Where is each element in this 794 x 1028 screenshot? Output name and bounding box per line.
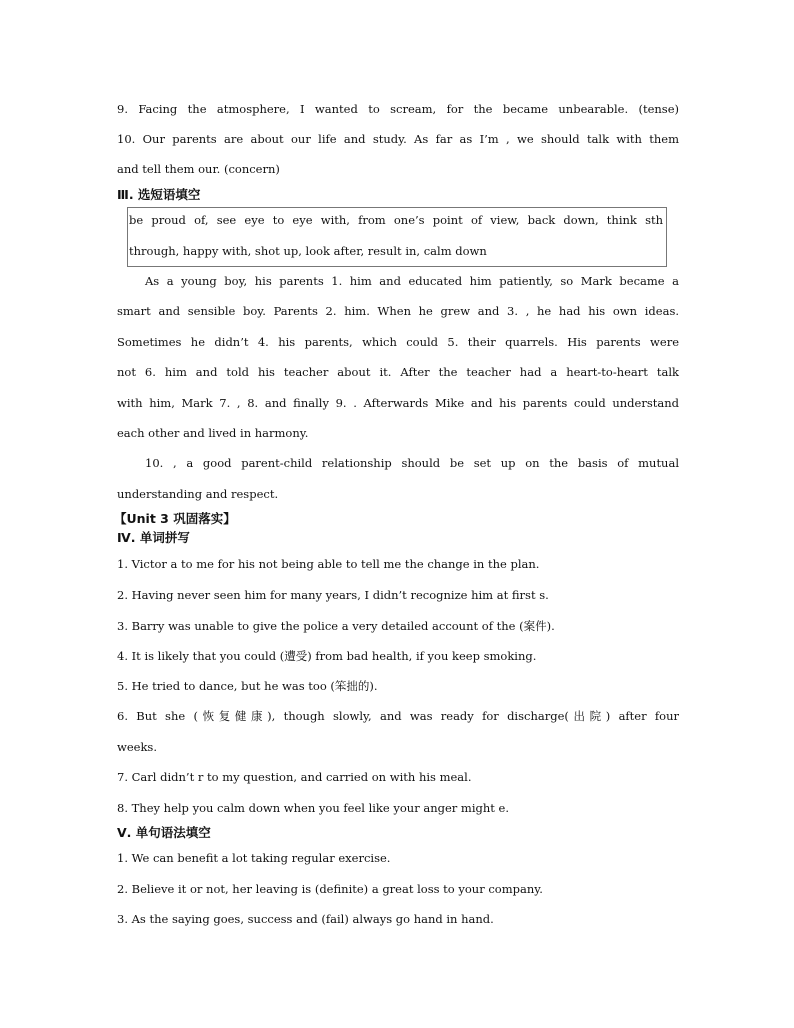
exercise-line-10-cont: and tell them our. (concern) [117,162,280,176]
exercise-line-10: 10. Our parents are about our life and study. As far as I’m , we should talk with them [117,132,679,146]
phrase-box-line-1: be proud of, see eye to eye with, from one’s point of view, back down, think sth [129,213,663,227]
passage-line-6: each other and lived in harmony. [117,426,309,440]
phrase-box [127,207,667,267]
passage-line-4: not 6. him and told his teacher about it. After the teacher had a heart-to-heart talk [117,365,679,379]
unit-3-title: 【Unit 3 巩固落实】 [114,511,236,526]
grammar-item-3: 3. As the saying goes, success and (fail) always go hand in hand. [117,912,494,926]
spelling-item-6-cont: weeks. [117,740,157,754]
spelling-item-6: 6. But she (恢复健康), though slowly, and was ready for discharge(出院) after four [117,709,679,723]
passage-line-2: smart and sensible boy. Parents 2. him. When he grew and 3. , he had his own ideas. [117,304,679,318]
grammar-item-1: 1. We can benefit a lot taking regular exercise. [117,851,391,865]
passage-line-3: Sometimes he didn’t 4. his parents, which could 5. their quarrels. His parents were [117,335,679,349]
phrase-box-line-2: through, happy with, shot up, look after, result in, calm down [129,244,487,258]
passage-line-1: As a young boy, his parents 1. him and educated him patiently, so Mark became a [145,274,679,288]
spelling-item-5: 5. He tried to dance, but he was too (笨拙的). [117,679,378,693]
passage-line-8: understanding and respect. [117,487,279,501]
spelling-item-4: 4. It is likely that you could (遭受) from bad health, if you keep smoking. [117,649,537,663]
exercise-line-9: 9. Facing the atmosphere, I wanted to scream, for the became unbearable. (tense) [117,102,679,116]
spelling-item-1: 1. Victor a to me for his not being able to tell me the change in the plan. [117,557,540,571]
section-5-heading: Ⅴ. 单句语法填空 [117,825,211,840]
passage-line-5: with him, Mark 7. , 8. and finally 9. . Afterwards Mike and his parents could understand [117,396,679,410]
spelling-item-3: 3. Barry was unable to give the police a very detailed account of the (案件). [117,619,555,633]
grammar-item-2: 2. Believe it or not, her leaving is (definite) a great loss to your company. [117,882,543,896]
passage-line-7: 10. , a good parent-child relationship should be set up on the basis of mutual [145,456,679,470]
section-4-heading: Ⅳ. 单词拼写 [117,530,190,545]
section-3-heading: Ⅲ. 选短语填空 [117,187,201,202]
spelling-item-7: 7. Carl didn’t r to my question, and carried on with his meal. [117,770,472,784]
spelling-item-2: 2. Having never seen him for many years, I didn’t recognize him at first s. [117,588,549,602]
spelling-item-8: 8. They help you calm down when you feel like your anger might e. [117,801,510,815]
